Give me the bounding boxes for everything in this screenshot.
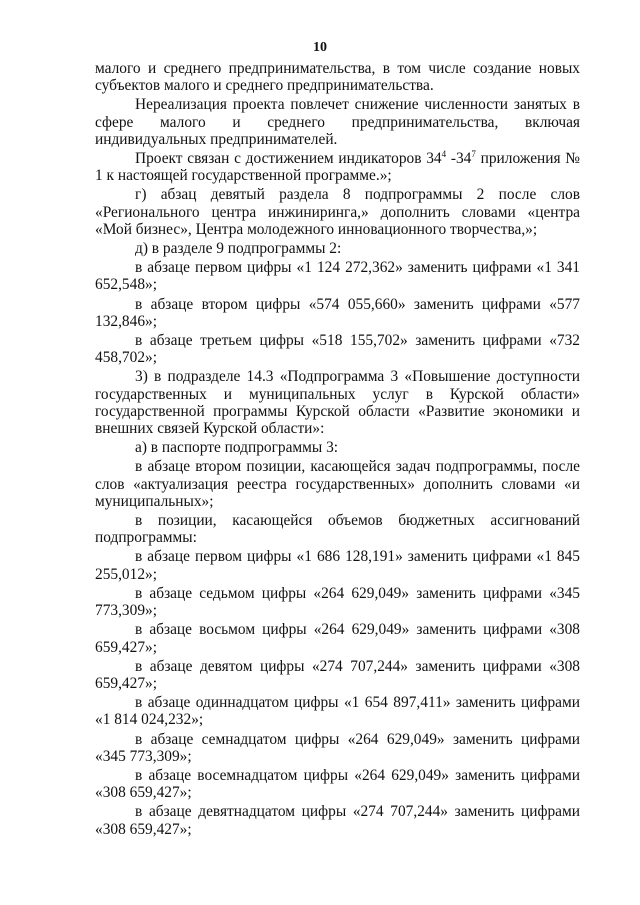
document-body xyxy=(95,60,580,838)
paragraph: в абзаце первом цифры «1 686 128,191» заменить цифрами «1 845 255,012»; xyxy=(95,548,580,583)
paragraph: в абзаце одиннадцатом цифры «1 654 897,411» заменить цифрами «1 814 024,232»; xyxy=(95,694,580,729)
paragraph: в абзаце первом цифры «1 124 272,362» заменить цифрами «1 341 652,548»; xyxy=(95,259,580,294)
paragraph: 3) в подразделе 14.3 «Подпрограмма 3 «Повышение доступности государственных и муниципальных услуг в Курской области» государственной программы Курской области «Развитие экономики и внешних связей Курской области»: xyxy=(95,368,580,438)
paragraph: в абзаце девятнадцатом цифры «274 707,244» заменить цифрами «308 659,427»; xyxy=(95,803,580,838)
paragraph: в абзаце седьмом цифры «264 629,049» заменить цифрами «345 773,309»; xyxy=(95,584,580,620)
paragraph: в абзаце втором позиции, касающейся задач подпрограммы, после слов «актуализация реестра государственных» дополнить словами «и муниципальных»; xyxy=(95,458,580,510)
paragraph: д) в разделе 9 подпрограммы 2: xyxy=(135,240,342,258)
paragraph: в абзаце втором цифры «574 055,660» заменить цифрами «577 132,846»; xyxy=(95,295,580,330)
paragraph: в абзаце восьмом цифры «264 629,049» заменить цифрами «308 659,427»; xyxy=(95,621,580,656)
paragraph: в абзаце девятом цифры «274 707,244» заменить цифрами «308 659,427»; xyxy=(95,657,580,692)
superscript: 4 xyxy=(441,148,447,159)
paragraph: в абзаце семнадцатом цифры «264 629,049» заменить цифрами «345 773,309»; xyxy=(95,730,580,765)
paragraph: Нереализация проекта повлечет снижение численности занятых в сфере малого и среднего предпринимательства, включая индивидуальных предпринимателей. xyxy=(95,96,580,148)
paragraph: г) абзац девятый раздела 8 подпрограммы 2 после слов «Регионального центра инжиниринга,» дополнить словами «центра «Мой бизнес», Центра молодежного инновационного творчества,»; xyxy=(95,186,580,238)
paragraph: в позиции, касающейся объемов бюджетных ассигнований подпрограммы: xyxy=(95,512,580,547)
paragraph: в абзаце третьем цифры «518 155,702» заменить цифрами «732 458,702»; xyxy=(95,332,580,367)
paragraph: в абзаце восемнадцатом цифры «264 629,049» заменить цифрами «308 659,427»; xyxy=(95,766,580,802)
paragraph: малого и среднего предпринимательства, в том числе создание новых субъектов малого и среднего предпринимательства. xyxy=(95,60,580,95)
text-run: приложения № 1 к настоящей государственной программе.»; xyxy=(95,150,580,185)
text-run: -34 xyxy=(446,150,472,168)
superscript: 7 xyxy=(471,148,476,159)
text-run: Проект связан с достижением индикаторов 34 xyxy=(135,150,442,168)
page-number: 10 xyxy=(313,40,327,55)
paragraph xyxy=(95,150,580,184)
paragraph: а) в паспорте подпрограммы 3: xyxy=(135,439,339,457)
